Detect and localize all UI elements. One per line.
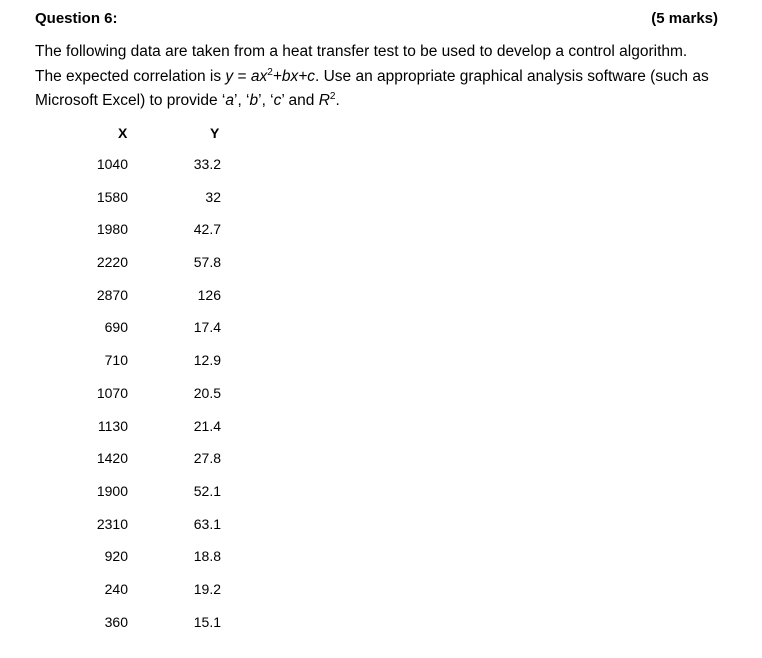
formula-ax: ax xyxy=(250,67,268,85)
cell-x: 240 xyxy=(104,580,128,597)
cell-y: 27.8 xyxy=(193,450,221,467)
table-header-y: Y xyxy=(210,125,220,141)
cell-y: 21.4 xyxy=(193,417,221,434)
question-prompt xyxy=(35,40,725,114)
cell-x: 1900 xyxy=(96,482,128,499)
cell-y: 19.2 xyxy=(193,580,221,597)
cell-y: 12.9 xyxy=(193,352,221,369)
cell-y: 52.1 xyxy=(193,482,221,499)
prompt-line-2-prefix: The expected correlation is xyxy=(35,67,226,85)
cell-x: 2310 xyxy=(96,515,128,532)
param-separator-2: ’, ‘ xyxy=(258,92,274,109)
cell-x: 2220 xyxy=(96,254,128,271)
cell-y: 57.8 xyxy=(193,254,221,271)
prompt-line-3 xyxy=(35,89,725,114)
cell-y: 33.2 xyxy=(193,156,221,172)
param-separator-1: ’, ‘ xyxy=(234,92,250,109)
question-marks: (5 marks) xyxy=(651,10,718,27)
prompt-line-2-suffix: . Use an appropriate graphical analysis software (such as xyxy=(315,67,709,85)
cell-x: 920 xyxy=(104,548,128,565)
cell-x: 1130 xyxy=(97,417,128,434)
param-a: a xyxy=(225,92,234,109)
cell-x: 1580 xyxy=(96,188,128,205)
formula-square: 2 xyxy=(267,66,273,78)
cell-y: 42.7 xyxy=(193,221,221,238)
cell-x: 690 xyxy=(104,319,128,336)
cell-x: 1040 xyxy=(96,156,128,172)
cell-y: 17.4 xyxy=(193,319,221,336)
cell-y: 18.8 xyxy=(193,548,221,565)
cell-y: 32 xyxy=(205,188,221,205)
cell-y: 63.1 xyxy=(193,515,221,532)
param-separator-3: ’ and xyxy=(281,92,319,109)
formula-equals: = xyxy=(233,67,251,85)
param-b: b xyxy=(249,92,259,109)
prompt-line-3-prefix: Microsoft Excel) to provide ‘ xyxy=(35,92,226,109)
cell-x: 1980 xyxy=(96,221,128,238)
cell-x: 1420 xyxy=(96,450,128,467)
cell-x: 360 xyxy=(104,613,128,630)
param-r-square: 2 xyxy=(329,91,336,102)
param-c: c xyxy=(273,92,282,109)
cell-x: 710 xyxy=(104,352,128,369)
cell-x: 1070 xyxy=(96,384,128,401)
prompt-line-2 xyxy=(35,65,725,90)
cell-y: 15.1 xyxy=(193,613,221,630)
question-title: Question 6: xyxy=(35,10,118,27)
prompt-line-1: The following data are taken from a heat transfer test to be used to develop a control algorithm. xyxy=(35,43,688,60)
table-header-x: X xyxy=(118,125,128,141)
cell-x: 2870 xyxy=(96,286,128,303)
prompt-end: . xyxy=(335,92,340,109)
formula-y: y xyxy=(225,67,234,85)
cell-y: 126 xyxy=(197,286,221,303)
cell-y: 20.5 xyxy=(193,384,221,401)
question-header xyxy=(35,10,718,30)
formula-rest: +bx+c xyxy=(272,67,315,85)
param-r: R xyxy=(318,92,330,109)
